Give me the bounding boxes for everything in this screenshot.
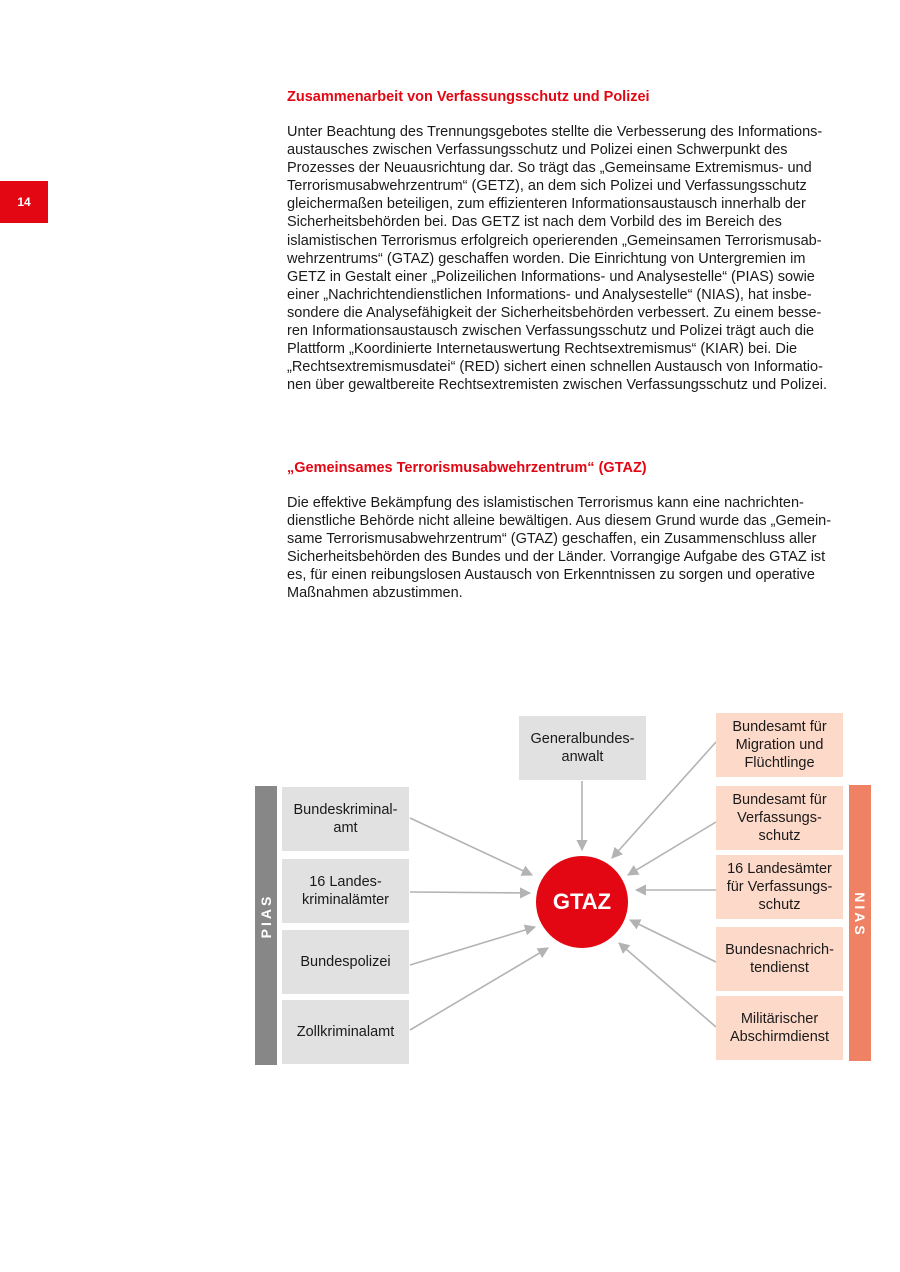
- node-line: Bundesamt für: [732, 792, 827, 808]
- text-line: Die effektive Bekämpfung des islamistischen Terrorismus kann eine nachrichten-: [287, 495, 804, 511]
- node-bundespolizei: [282, 930, 409, 994]
- node-generalbundesanwalt: [519, 716, 646, 780]
- text-line: Unter Beachtung des Trennungsgebotes stellte die Verbesserung des Informations-: [287, 124, 823, 140]
- text-line: Prozesses der Neuausrichtung dar. So trägt das „Gemeinsame Extremismus- und: [287, 160, 812, 177]
- node-line: Bundeskriminal-: [293, 802, 398, 818]
- text-line: Sicherheitsbehörden bei. Das GETZ ist nach dem Vorbild des im Bereich des: [287, 214, 782, 231]
- node-line: schutz: [758, 897, 801, 913]
- node-line: tendienst: [750, 960, 809, 976]
- text-line: nen über gewaltbereite Rechtsextremisten zwischen Verfassungsschutz und Polizei.: [287, 377, 828, 394]
- node-line: anwalt: [561, 749, 604, 765]
- page-number-tab: 14: [0, 181, 48, 223]
- text-line: „Rechtsextremismusdatei“ (RED) sichert einen schnellen Austausch von Informatio-: [287, 359, 823, 376]
- text-line: same Terrorismusabwehrzentrum“ (GTAZ) geschaffen, ein Zusammenschluss aller: [287, 531, 817, 548]
- node-line: amt: [333, 820, 358, 836]
- arrow-lka: [410, 892, 530, 893]
- node-line: Generalbundes-: [530, 731, 635, 747]
- text-line: sondere die Analysefähigkeit der Sicherheitsbehörden verbessert. Zu einem besse-: [287, 304, 822, 321]
- node-line: Bundesnachrich-: [725, 942, 834, 958]
- text-line: islamistischen Terrorismus erfolgreich operierenden „Gemeinsamen Terrorismusab-: [287, 232, 822, 249]
- text-line: ren Informationsaustausch zwischen Verfassungsschutz und Polizei trägt auch die: [287, 323, 815, 340]
- node-line: Verfassungs-: [737, 810, 822, 826]
- node-line: Zollkriminalamt: [296, 1024, 395, 1040]
- arrow-bfv: [628, 822, 716, 875]
- pias-label: PIAS: [258, 893, 274, 939]
- node-zollkriminalamt: [282, 1000, 409, 1064]
- node-line: 16 Landes-: [309, 874, 382, 890]
- node-bundeskriminalamt: [282, 787, 409, 851]
- node-landeskriminalaemter: [282, 859, 409, 923]
- text-line: wehrzentrums“ (GTAZ) geschaffen worden. Die Einrichtung von Untergremien im: [287, 250, 806, 267]
- node-mad: [716, 996, 843, 1060]
- node-line: Abschirmdienst: [729, 1029, 830, 1045]
- text-line: es, für einen reibungslosen Austausch von Erkenntnissen zu sorgen und operative: [287, 567, 815, 584]
- arrow-bka: [410, 818, 532, 875]
- section-heading-gtaz: „Gemeinsames Terrorismusabwehrzentrum“ (GTAZ): [287, 460, 647, 476]
- arrow-bundespolizei: [410, 927, 535, 965]
- gtaz-center-node: GTAZ: [536, 856, 628, 948]
- arrow-zollkriminalamt: [410, 948, 548, 1030]
- text-line: Sicherheitsbehörden des Bundes und der Länder. Vorrangige Aufgabe des GTAZ ist: [287, 549, 826, 566]
- text-line: dienstliche Behörde nicht alleine bewältigen. Aus diesem Grund wurde das „Gemein-: [287, 513, 832, 530]
- text-line: austausches zwischen Verfassungsschutz und Polizei einen Schwerpunkt des: [287, 142, 788, 159]
- node-line: Migration und: [735, 737, 824, 753]
- node-bnd: [716, 927, 843, 991]
- text-line: Plattform „Koordinierte Internetauswertung Rechtsextremismus“ (KIAR) bei. Die: [287, 341, 798, 358]
- nias-label: NIAS: [852, 892, 868, 938]
- node-landesaemter-verfassungsschutz: [716, 855, 843, 919]
- text-line: Maßnahmen abzustimmen.: [287, 585, 463, 602]
- node-bfv: [716, 786, 843, 850]
- node-line: schutz: [758, 828, 801, 844]
- node-line: Bundesamt für: [732, 719, 827, 735]
- section-heading-cooperation: Zusammenarbeit von Verfassungsschutz und Polizei: [287, 89, 650, 105]
- text-line: GETZ in Gestalt einer „Polizeilichen Informations- und Analysestelle“ (PIAS) sowie: [287, 268, 815, 285]
- node-line: für Verfassungs-: [726, 879, 833, 895]
- text-line: Terrorismusabwehrzentrum“ (GETZ), an dem sich Polizei und Verfassungsschutz: [287, 178, 807, 195]
- node-line: kriminalämter: [301, 892, 389, 908]
- node-line: Bundespolizei: [300, 954, 391, 970]
- node-bamf: [716, 713, 843, 777]
- node-line: 16 Landesämter: [727, 861, 832, 877]
- node-line: Militärischer: [740, 1011, 819, 1027]
- text-line: einer „Nachrichtendienstlichen Informations- und Analysestelle“ (NIAS), hat insbe-: [287, 286, 812, 303]
- arrow-bnd: [630, 920, 716, 962]
- node-line: Flüchtlinge: [744, 755, 815, 771]
- text-line: gleichermaßen beteiligen, zum effizienteren Informationsaustausch innerhalb der: [287, 196, 806, 213]
